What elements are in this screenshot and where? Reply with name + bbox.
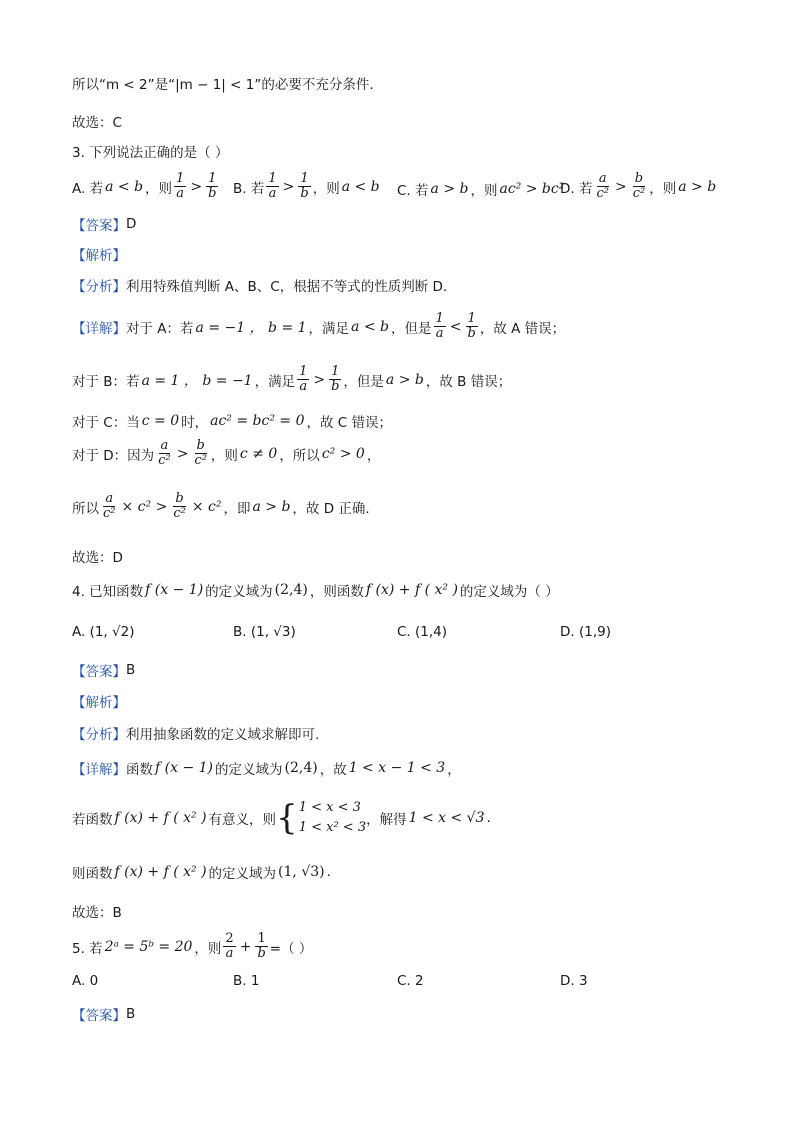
detail-line [72,411,392,431]
math-expr: f (x) + f ( x² ) [114,864,207,880]
question-3-stem [72,141,228,161]
question-text: ，则函数 [309,584,364,600]
math-expr: a > b [430,181,469,197]
fraction [466,312,478,342]
brace-symbol: { [276,797,298,838]
analysis-tag: 【分析】 [72,279,126,295]
detail-tag: 【详解】 [72,320,126,337]
numerator: a [105,491,114,506]
detail-text: . [326,864,331,880]
detail-line [72,758,461,778]
detail-text: ，则 [210,447,238,464]
option-label: B. 若 [233,180,265,197]
q4-option-c [397,624,447,640]
inequality-system [299,798,366,837]
choice-text: 故选：B [72,905,122,921]
numerator: 1 [268,171,277,186]
denominator: b [208,186,217,202]
detail-text: ，即 [223,500,251,517]
fraction [631,172,648,202]
math-expr: a < b [341,178,380,195]
detail-text: 有意义，则 [208,811,277,828]
option-text: C. 2 [397,973,424,989]
q4-option-d [560,624,611,640]
analysis-tag: 【分析】 [72,727,126,743]
detail-tag: 【详解】 [72,762,126,778]
question-text: 3. 下列说法正确的是（ ） [72,145,229,161]
math-expr: a = −1 ， b = 1 [195,319,307,336]
detail-line [72,492,370,522]
text-line [72,111,122,131]
detail-line [72,862,331,882]
option-label: A. 若 [72,180,104,197]
analysis-text: 利用抽象函数的定义域求解即可. [126,727,320,743]
math-expr: × c² > [121,498,168,515]
fraction [434,312,446,342]
detail-line [72,798,491,837]
q3-option-c [397,179,566,199]
fraction [594,172,611,202]
math-expr: c ≠ 0 [239,445,278,462]
question-5-stem [72,932,312,962]
analysis-header [72,691,126,711]
analysis-line [72,723,319,743]
fraction [255,932,267,962]
option-text: B. (1, √3) [233,624,296,640]
option-text: C. (1,4) [397,624,448,640]
detail-text: ，故 B 错误； [425,373,512,390]
answer-value: D [126,216,137,232]
math-expr: f (x − 1) [155,760,213,776]
analysis-header [72,244,126,264]
numerator: 1 [300,171,309,186]
denominator: b [257,946,266,962]
q5-option-c [397,973,424,989]
fraction [156,439,173,469]
detail-text: ，满足 [308,320,350,337]
math-expr: a < b [105,178,144,195]
detail-text: ，故 D 正确. [292,500,370,517]
numerator: 1 [257,931,266,946]
answer-value: B [126,1006,136,1022]
denominator: a [299,379,308,395]
question-4-stem [72,580,559,600]
math-expr: f (x − 1) [145,582,204,598]
fraction [192,439,209,469]
denominator: c² [103,506,116,522]
math-expr: > [190,178,203,195]
choice-text: 故选：D [72,550,123,566]
answer-tag: 【答案】 [72,218,126,234]
math-expr: < [449,318,462,335]
text-line [72,901,122,921]
option-text: D. (1,9) [560,624,611,640]
analysis-tag: 【解析】 [72,248,126,264]
option-text: D. 3 [560,973,588,989]
detail-text: 则函数 [72,866,113,882]
analysis-text: 利用特殊值判断 A、B、C，根据不等式的性质判断 D. [126,279,448,295]
numerator: 1 [299,364,308,379]
math-expr: (2,4) [274,582,308,598]
detail-text: 若函数 [72,811,113,828]
analysis-line [72,275,447,295]
numerator: b [196,438,205,453]
choice-text: 故选：C [72,115,122,131]
denominator: b [467,326,476,342]
detail-text: ，所以 [279,447,320,464]
fraction [174,172,186,202]
text-line [72,73,374,93]
answer-line [72,214,136,234]
math-expr: > [282,178,295,195]
detail-text: ，但是 [343,373,384,390]
detail-text: 的定义域为 [215,762,283,778]
math-expr: + [239,938,252,955]
answer-line [72,660,135,680]
q5-option-a [72,973,98,989]
option-text: A. (1, √2) [72,624,135,640]
math-expr: (2,4) [284,760,318,776]
detail-text: ，故 A 错误； [479,320,566,337]
math-expr: > [313,371,326,388]
numerator: a [598,171,607,186]
numerator: b [634,171,644,186]
answer-tag: 【答案】 [72,664,126,680]
math-expr: c² > 0 [321,445,365,462]
math-expr: a > b [252,498,291,515]
denominator: c² [632,186,646,202]
numerator: a [160,438,169,453]
denominator: a [176,186,185,202]
fraction [298,172,310,202]
math-expr: 2ᵃ = 5ᵇ = 20 [104,938,193,955]
denominator: c² [158,453,171,469]
question-text: =（ ） [269,940,313,957]
denominator: a [225,946,234,962]
math-expr: 1 < x − 1 < 3 [348,760,446,776]
detail-line [72,365,511,395]
denominator: b [331,379,340,395]
detail-text: ，满足 [254,373,296,390]
math-expr: a < b [351,318,389,335]
math-expr: a > b [678,178,717,195]
q3-option-a [72,172,220,202]
detail-line [72,312,565,342]
detail-text: 函数 [126,762,153,778]
denominator: c² [173,506,186,522]
q4-option-a [72,624,134,640]
denominator: c² [596,186,609,202]
fraction [266,172,278,202]
numerator: 1 [176,171,185,186]
math-expr: c = 0 [141,413,180,429]
question-text: 4. 已知函数 [72,584,144,600]
numerator: 1 [435,311,444,326]
q4-option-b [233,624,296,640]
answer-value: B [126,662,136,678]
option-label: D. 若 [560,180,593,197]
detail-text: 对于 A：若 [126,320,194,337]
fraction [101,492,118,522]
fraction [206,172,218,202]
option-text: ，则 [649,180,677,197]
math-expr: a > b [385,371,424,388]
numerator: 1 [208,171,217,186]
math-expr: ac² > bc² [499,181,565,197]
detail-text: 对于 B：若 [72,373,140,390]
detail-text: ，故 C 错误； [306,415,393,431]
answer-tag: 【答案】 [72,1008,126,1024]
question-text: 的定义域为（ ） [459,584,559,600]
detail-text: ，故 [319,762,347,778]
fraction [223,932,235,962]
math-expr: ac² = bc² = 0 [210,413,305,429]
option-text: ，则 [470,183,498,199]
detail-text: ， [366,447,381,464]
option-text: ，则 [145,180,173,197]
conclusion-text: 所以“m < 2”是“|m − 1| < 1”的必要不充分条件. [72,77,374,93]
math-expr: × c² [191,498,222,515]
detail-text: 对于 C：当 [72,415,140,431]
detail-text: ，但是 [391,320,432,337]
fraction [171,492,188,522]
inequality: 1 < x < 3 [298,800,361,815]
math-expr: > [614,178,627,195]
question-text: 的定义域为 [205,584,273,600]
option-text: A. 0 [72,973,99,989]
option-text: B. 1 [233,973,260,989]
math-expr: > [176,445,189,462]
detail-line [72,439,380,469]
numerator: 1 [331,364,340,379]
detail-text: ，解得 [366,811,407,828]
detail-text: ， [447,762,461,778]
detail-text: 所以 [72,500,99,517]
math-expr: 1 < x < √3 [408,809,485,826]
denominator: a [268,186,277,202]
math-expr: f (x) + f ( x² ) [114,809,207,826]
analysis-tag: 【解析】 [72,695,126,711]
q3-option-d [560,172,718,202]
detail-text: . [486,809,491,826]
detail-text: 对于 D：因为 [72,447,155,464]
denominator: b [300,186,309,202]
math-expr: a = 1 ， b = −1 [141,372,253,389]
math-expr: f (x) + f ( x² ) [365,582,458,598]
denominator: c² [194,453,207,469]
numerator: 2 [225,931,234,946]
option-text: ，则 [312,180,340,197]
option-label: C. 若 [397,183,429,199]
detail-text: 的定义域为 [208,866,277,882]
numerator: 1 [467,311,476,326]
math-expr: (1, √3) [278,864,325,880]
denominator: a [435,326,444,342]
detail-text: 时， [181,415,209,431]
q5-option-d [560,973,588,989]
answer-line [72,1004,135,1024]
question-text: ，则 [194,940,222,957]
question-text: 5. 若 [72,940,103,957]
fraction [297,365,309,395]
fraction [329,365,341,395]
inequality: 1 < x² < 3 [298,819,367,835]
text-line [72,546,123,566]
q5-option-b [233,973,259,989]
numerator: b [175,491,184,506]
q3-option-b [233,172,382,202]
